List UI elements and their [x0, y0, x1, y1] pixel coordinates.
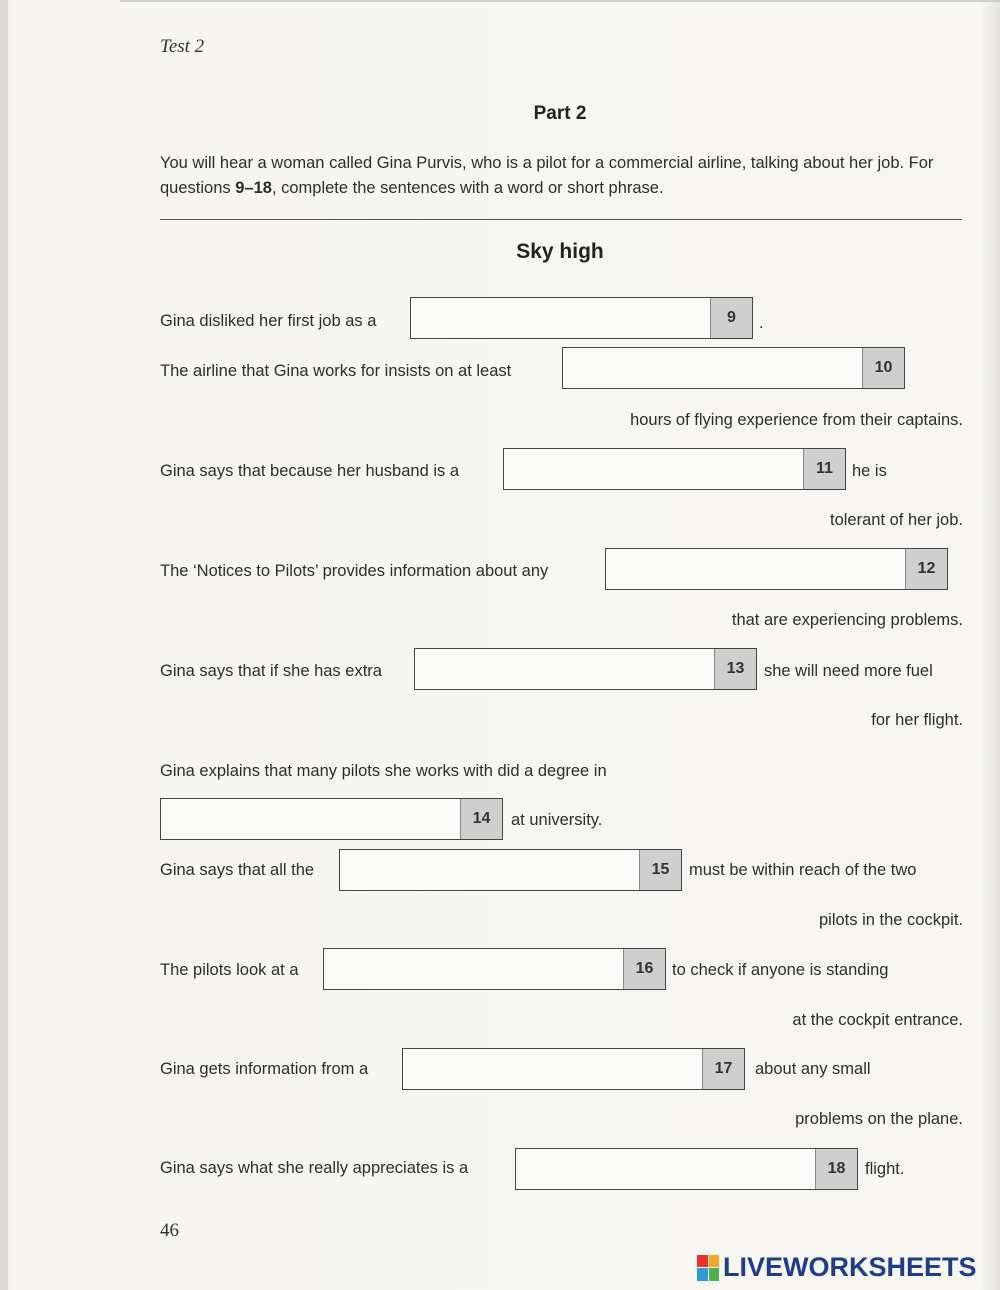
q14-text-before: Gina explains that many pilots she works with did a degree in: [160, 762, 607, 780]
brand-name: LIVEWORKSHEETS: [723, 1252, 977, 1282]
q15-answer-box: [339, 849, 682, 891]
q15-text-before: Gina says that all the: [160, 861, 315, 879]
page-number: 46: [160, 1220, 179, 1241]
q11-number-label: 11: [803, 449, 845, 489]
q12-number-label: 12: [905, 549, 947, 589]
q14-text-after: at university.: [511, 811, 603, 829]
top-edge-line: [120, 0, 1000, 2]
q13-answer-input[interactable]: [415, 649, 714, 689]
q12-text-before: The ‘Notices to Pilots’ provides information about any: [160, 562, 549, 580]
q11-text-after: he is: [852, 462, 887, 480]
q17-number-label: 17: [702, 1049, 744, 1089]
q18-answer-input[interactable]: [516, 1149, 815, 1189]
q17-text-before: Gina gets information from a: [160, 1060, 369, 1078]
q11-continuation: tolerant of her job.: [830, 511, 963, 529]
q9-number-label: 9: [710, 298, 752, 338]
q13-answer-box: [414, 648, 757, 690]
q18-text-after: flight.: [865, 1160, 905, 1178]
divider: [160, 219, 962, 220]
task-title: Sky high: [516, 240, 604, 263]
book-spine-shadow: [0, 0, 8, 1290]
q13-text-after: she will need more fuel: [764, 662, 933, 680]
q16-answer-box: [323, 948, 666, 990]
test-label: Test 2: [160, 36, 205, 57]
q9-text-before: Gina disliked her first job as a: [160, 312, 377, 330]
q13-number-label: 13: [714, 649, 756, 689]
instructions: [160, 151, 970, 201]
q17-continuation: problems on the plane.: [795, 1110, 963, 1128]
q16-text-after: to check if anyone is standing: [672, 961, 889, 979]
q9-text-after: .: [759, 314, 764, 332]
q15-number-label: 15: [639, 850, 681, 890]
q9-answer-box: [410, 297, 753, 339]
q14-number-label: 14: [460, 799, 502, 839]
q11-text-before: Gina says that because her husband is a: [160, 462, 460, 480]
q17-text-after: about any small: [755, 1060, 871, 1078]
q17-answer-box: [402, 1048, 745, 1090]
q11-answer-input[interactable]: [504, 449, 803, 489]
q10-answer-input[interactable]: [563, 348, 862, 388]
liveworksheets-logo-icon: [697, 1255, 719, 1281]
instructions-text-before: You will hear a woman called Gina Purvis, who is a pilot for a commercial airline, talking about her job. For questions: [160, 154, 934, 197]
liveworksheets-brand: [697, 1252, 977, 1283]
q12-continuation: that are experiencing problems.: [731, 611, 963, 629]
q9-answer-input[interactable]: [411, 298, 710, 338]
q18-text-before: Gina says what she really appreciates is a: [160, 1159, 469, 1177]
q10-number-label: 10: [862, 348, 904, 388]
q15-answer-input[interactable]: [340, 850, 639, 890]
q12-answer-input[interactable]: [606, 549, 905, 589]
q13-continuation: for her flight.: [871, 711, 963, 729]
q11-answer-box: [503, 448, 846, 490]
question-range: 9–18: [235, 179, 272, 197]
q16-number-label: 16: [623, 949, 665, 989]
q14-answer-input[interactable]: [161, 799, 460, 839]
q10-continuation: hours of flying experience from their captains.: [630, 411, 963, 429]
q17-answer-input[interactable]: [403, 1049, 702, 1089]
q18-number-label: 18: [815, 1149, 857, 1189]
q18-answer-box: [515, 1148, 858, 1190]
q10-text-before: The airline that Gina works for insists on at least: [160, 362, 512, 380]
q14-answer-box: [160, 798, 503, 840]
q16-answer-input[interactable]: [324, 949, 623, 989]
q10-answer-box: [562, 347, 905, 389]
instructions-text-after: , complete the sentences with a word or short phrase.: [271, 179, 664, 197]
q15-continuation: pilots in the cockpit.: [819, 911, 963, 929]
q12-answer-box: [605, 548, 948, 590]
q15-text-after: must be within reach of the two: [689, 861, 917, 879]
q16-continuation: at the cockpit entrance.: [792, 1011, 963, 1029]
q13-text-before: Gina says that if she has extra: [160, 662, 382, 680]
part-title: Part 2: [533, 103, 587, 124]
q16-text-before: The pilots look at a: [160, 961, 299, 979]
